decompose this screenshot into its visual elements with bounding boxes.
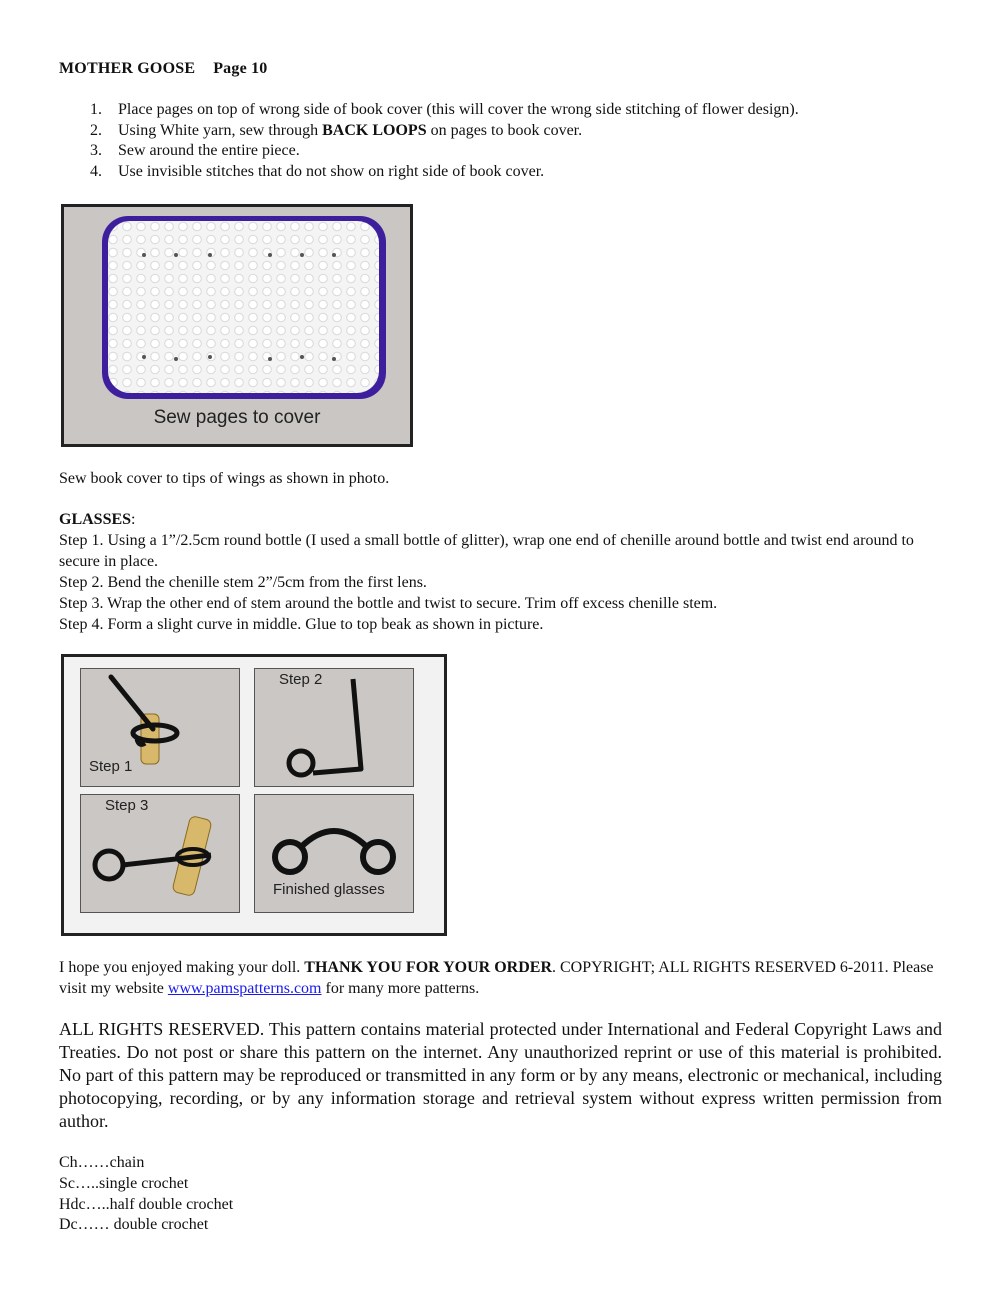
website-link[interactable]: www.pamspatterns.com (167, 980, 322, 997)
copyright-notice: ALL RIGHTS RESERVED. This pattern contains material protected under International and Federal Copyright Laws and Treaties. Do not post or share this pattern on the internet. Any unauthorized reprint or use of this material is prohibited. No part of this pattern may be reproduced or transmitted in any form or by any means, electronic or mechanical, including photocopying, recording, or by any information storage and retrieval system without express written permission from author. (59, 1019, 942, 1131)
panel-label: Step 1 (89, 758, 133, 775)
page-title (59, 60, 267, 78)
glasses-step: Step 3. Wrap the other end of stem around the bottle and twist to secure. Trim off excess chenille stem. (59, 595, 718, 612)
list-item: 3. Sew around the entire piece. (90, 142, 300, 159)
page-number: Page 10 (213, 60, 268, 77)
panel-label: Finished glasses (273, 881, 385, 898)
step2-panel (254, 668, 414, 787)
back-loops-emphasis: BACK LOOPS (322, 121, 427, 139)
book-pages-photo (61, 204, 413, 447)
instruction-list (59, 100, 959, 182)
step3-panel (80, 794, 240, 913)
list-item: Ch……chain (59, 1154, 145, 1171)
glasses-heading: GLASSES: (59, 511, 136, 528)
glasses-steps-photo (61, 654, 447, 936)
glasses-step: Step 4. Form a slight curve in middle. Glue to top beak as shown in picture. (59, 616, 544, 633)
list-item: Hdc…..half double crochet (59, 1195, 234, 1213)
photo-caption: Sew pages to cover (153, 407, 321, 428)
list-item: Sc…..single crochet (59, 1174, 189, 1192)
list-item: 1. Place pages on top of wrong side of book cover (this will cover the wrong side stitching of flower design). (90, 101, 799, 118)
finished-panel (254, 794, 414, 913)
panel-label: Step 2 (279, 671, 323, 688)
glasses-steps (59, 530, 944, 635)
glasses-step: Step 1. Using a 1”/2.5cm round bottle (I used a small bottle of glitter), wrap one end of chenille around bottle and twist end around to secure in place. (59, 532, 914, 570)
step1-panel (80, 668, 240, 787)
doc-title: MOTHER GOOSE (59, 60, 196, 77)
glasses-step: Step 2. Bend the chenille stem 2”/5cm from the first lens. (59, 574, 427, 591)
list-item: Dc…… double crochet (59, 1216, 209, 1234)
abbreviation-list (59, 1153, 233, 1236)
closing-note: I hope you enjoyed making your doll. THANK YOU FOR YOUR ORDER. COPYRIGHT; ALL RIGHTS RESERVED 6-2011. Please visit my website www.pamspatterns.com for many more patterns. (59, 959, 934, 997)
sew-note: Sew book cover to tips of wings as shown in photo. (59, 470, 390, 487)
list-item: 4. Use invisible stitches that do not show on right side of book cover. (90, 162, 545, 180)
list-item: 2. Using White yarn, sew through BACK LOOPS on pages to book cover. (90, 121, 583, 139)
panel-label: Step 3 (105, 797, 149, 814)
